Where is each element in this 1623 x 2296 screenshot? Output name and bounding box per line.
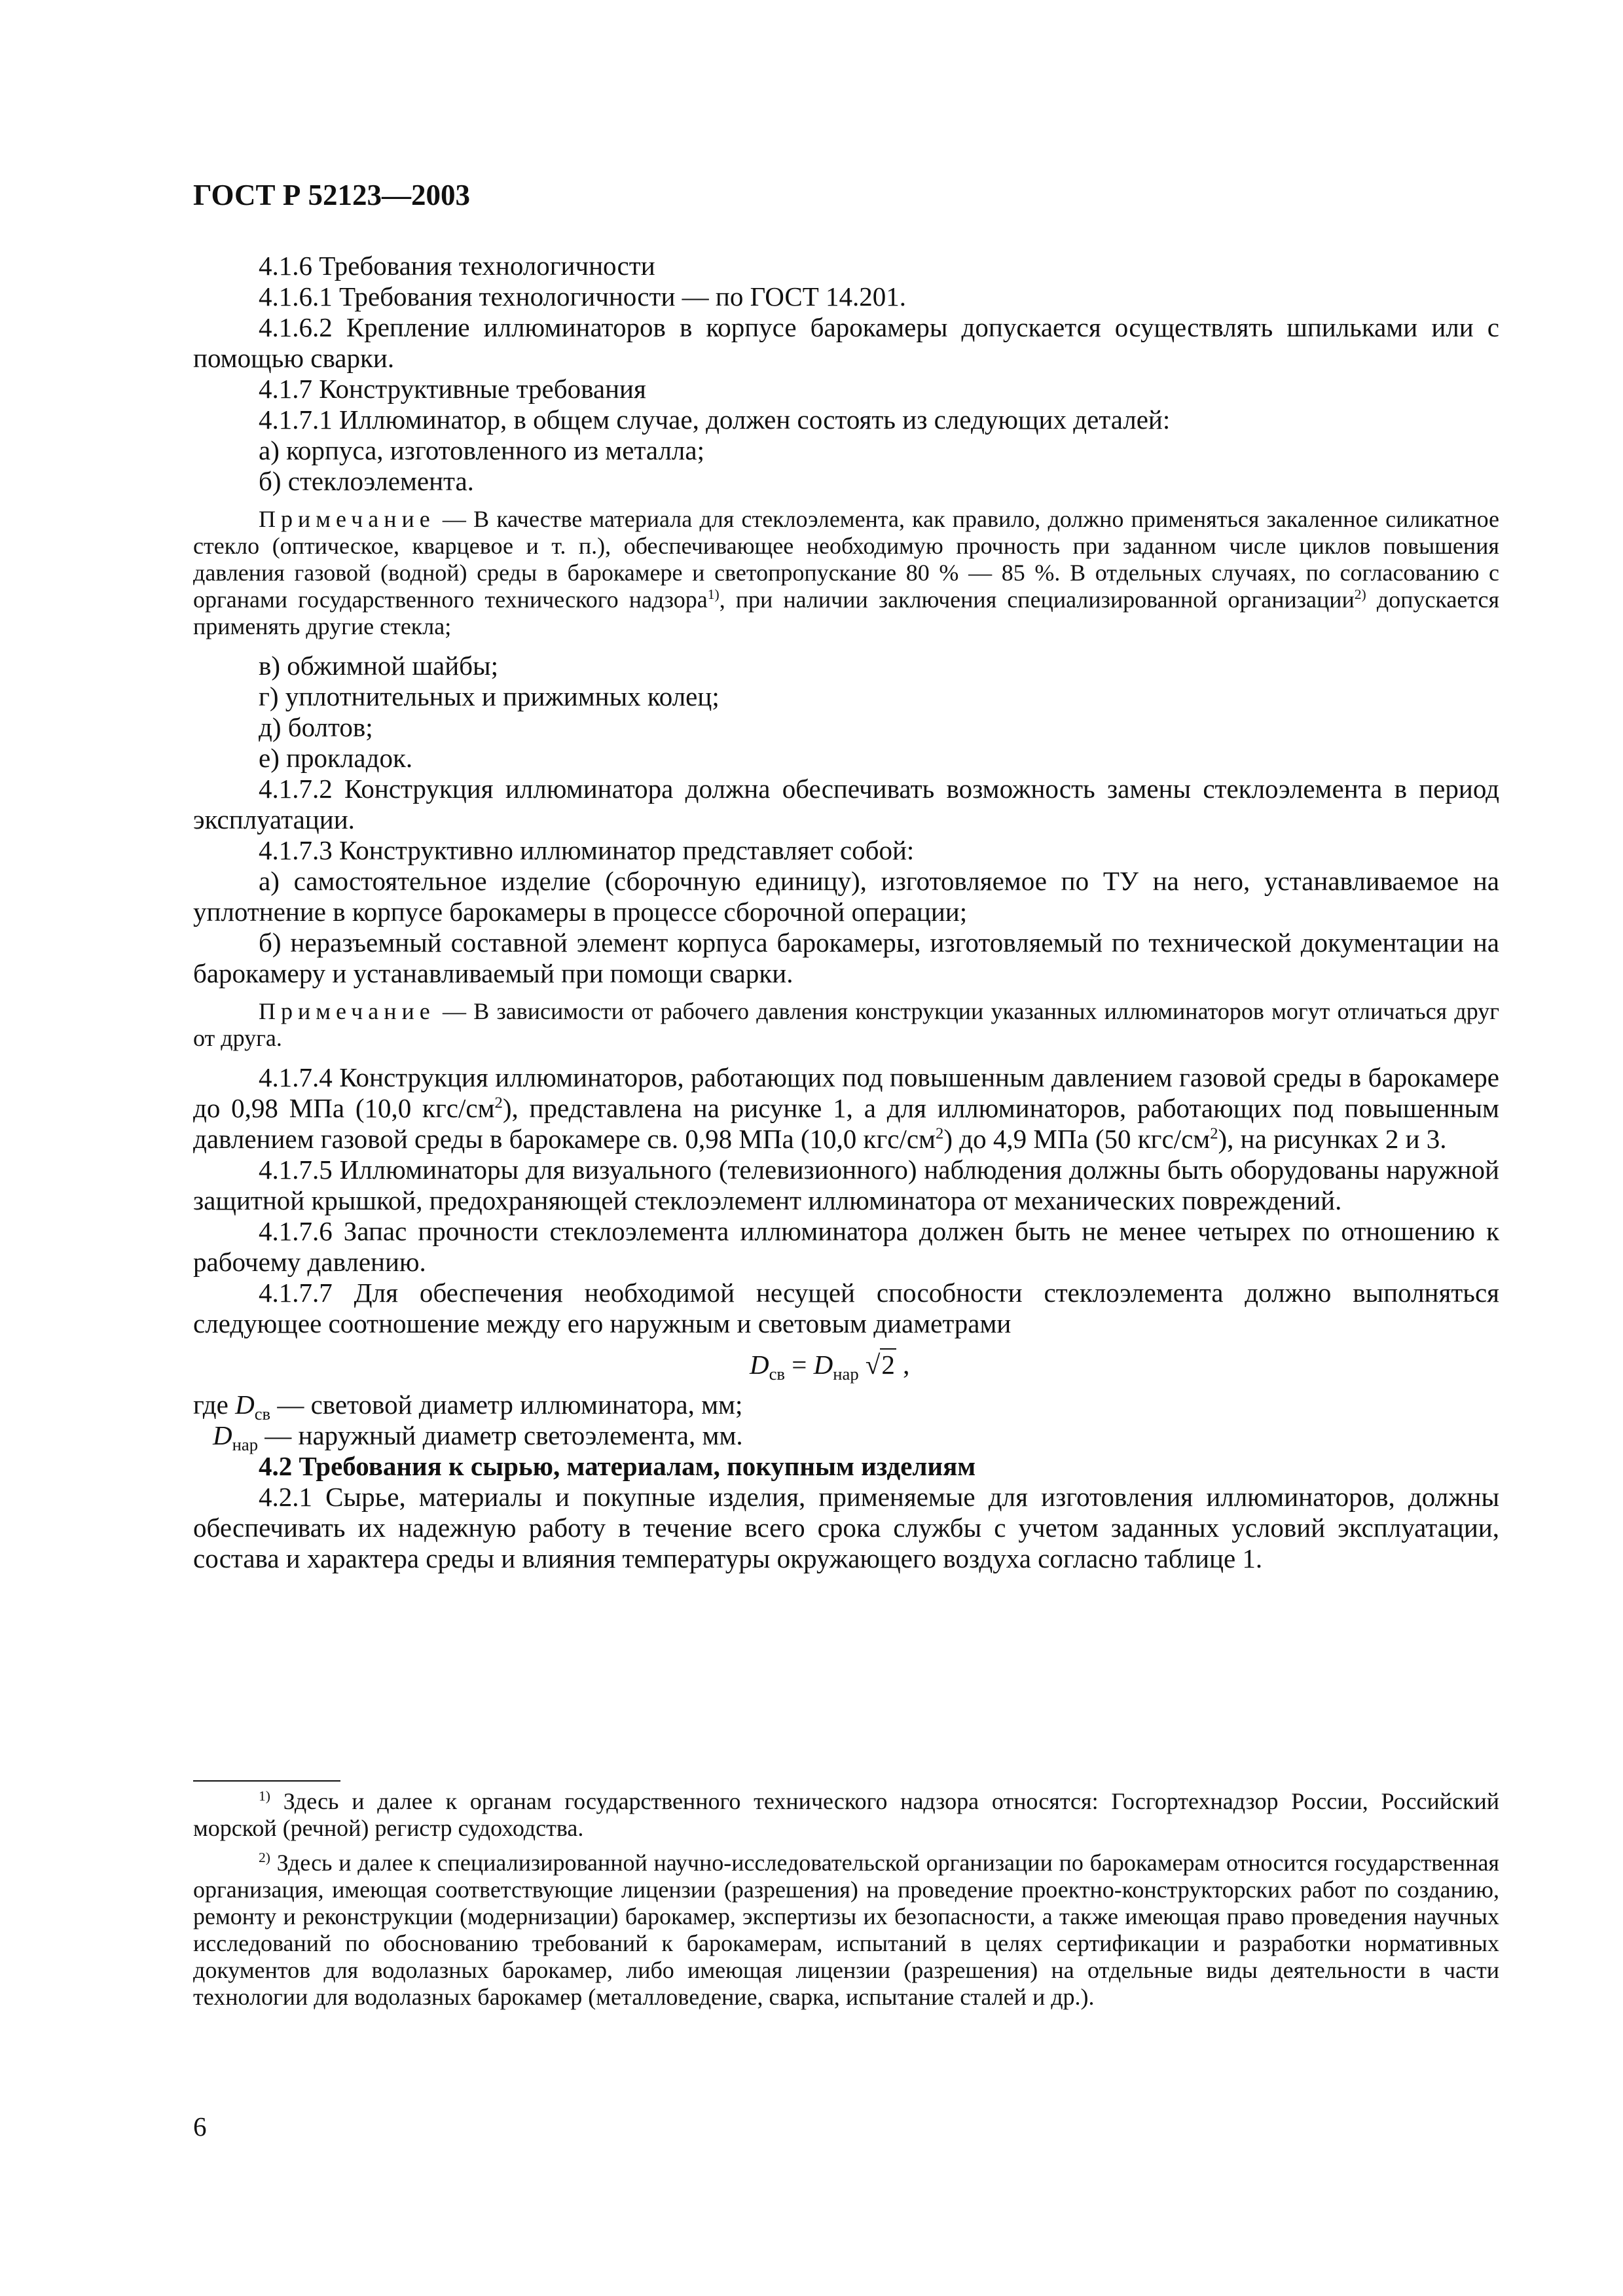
formula-var: D — [750, 1350, 769, 1380]
paragraph-4-1-6-2: 4.1.6.2 Крепление иллюминаторов в корпусе барокамеры допускается осуществлять шпильками или с помощью сварки. — [193, 312, 1499, 373]
paragraph-4-1-7-1: 4.1.7.1 Иллюминатор, в общем случае, должен состоять из следующих деталей: — [259, 404, 1171, 435]
list-item-e: е) прокладок. — [259, 743, 413, 773]
note-2 — [193, 998, 1499, 1052]
formula-sub: св — [769, 1364, 786, 1384]
note-text: , при наличии заключения специализированной организации — [719, 586, 1355, 613]
paragraph-4-1-7-4 — [193, 1062, 1499, 1155]
footnote-mark: 1) — [259, 1788, 270, 1804]
note-text: допускается применять другие стекла; — [193, 586, 1499, 639]
paragraph-4-1-7-7: 4.1.7.7 Для обеспечения необходимой несущей способности стеклоэлемента должно выполняться следующее соотношение между его наружным и световым диаметрами — [193, 1278, 1499, 1338]
sqrt-radicand: 2 — [881, 1350, 895, 1380]
paragraph-4-1-7-6: 4.1.7.6 Запас прочности стеклоэлемента иллюминатора должен быть не менее четырех по отношению к рабочему давлению. — [193, 1216, 1499, 1277]
paragraph-4-2-1: 4.2.1 Сырье, материалы и покупные изделия, применяемые для изготовления иллюминаторов, должны обеспечивать их надежную работу в течение всего срока службы с учетом заданных условий эксплуатации, состава и характера среды и влияния температуры окружающего воздуха согласно таблице 1. — [193, 1482, 1499, 1573]
footnote-text: Здесь и далее к специализированной научно-исследовательской организации по барокамерам относится государственная организация, имеющая соответствующие лицензии (разрешения) на проведение проектно-конструкторских работ по созданию, ремонту и реконструкции (модернизации) барокамер, экспертизы их безопасности, а также имеющая право проведения научных исследований по обоснованию требований к барокамерам, испытаний в целях сертификации и разработки нормативных документов для водолазных барокамер, либо имеющая лицензии (разрешения) на отдельные виды деятельности в части технологии для водолазных барокамер (металловедение, сварка, испытание сталей и др.). — [193, 1850, 1499, 2010]
superscript: 2 — [936, 1124, 944, 1143]
paragraph-4-1-6-1: 4.1.6.1 Требования технологичности — по ГОСТ 14.201. — [259, 281, 907, 312]
footnote-text: Здесь и далее к органам государственного технического надзора относятся: Госгортехнадзор России, Российский морской (речной) регистр судоходства. — [193, 1788, 1499, 1841]
paragraph-4-1-7: 4.1.7 Конструктивные требования — [259, 374, 646, 404]
note-1 — [193, 506, 1499, 640]
formula-tail: , — [896, 1350, 910, 1380]
where-line-1 — [193, 1390, 1499, 1424]
footnote-mark: 2) — [259, 1850, 270, 1865]
paragraph-4-1-7-3: 4.1.7.3 Конструктивно иллюминатор представляет собой: — [259, 835, 915, 865]
footnote-1 — [193, 1788, 1499, 1842]
list-item-b-2: б) неразъемный составной элемент корпуса барокамеры, изготовляемый по технической документации на барокамеру и устанавливаемый при помощи сварки. — [193, 927, 1499, 988]
formula-var: D — [213, 1420, 232, 1450]
where-word: где — [193, 1390, 236, 1420]
list-item-a: а) корпуса, изготовленного из металла; — [259, 435, 704, 465]
formula-sub: нар — [232, 1435, 259, 1455]
list-item-a-2: а) самостоятельное изделие (сборочную единицу), изготовляемое по ТУ на него, устанавливаемое на уплотнение в корпусе барокамеры в процессе сборочной операции; — [193, 866, 1499, 927]
main-body — [193, 251, 1499, 1574]
text-run: 4.1.7.4 Конструкция иллюминаторов, работающих под повышенным давлением газовой среды в барокамере до 0,98 МПа (10,0 кгс/см — [193, 1062, 1499, 1123]
note-text: — В зависимости от рабочего давления конструкции указанных иллюминаторов могут отличаться друг от друга. — [193, 998, 1499, 1051]
paragraph-4-1-7-2: 4.1.7.2 Конструкция иллюминатора должна обеспечивать возможность замены стеклоэлемента в период эксплуатации. — [193, 774, 1499, 834]
text-run: ), представлена на рисунке 1, а для иллюминаторов, работающих под повышенным давлением газовой среды в барокамере св. 0,98 МПа (10,0 кгс/см — [193, 1093, 1500, 1154]
footnote-ref-2: 2) — [1354, 586, 1366, 602]
text-run: ) до 4,9 МПа (50 кгс/см — [943, 1124, 1211, 1154]
formula: $D_{св} = D_{нар}$ √2 , — [750, 1350, 910, 1384]
list-item-b: б) стеклоэлемента. — [259, 466, 474, 496]
where-text: — световой диаметр иллюминатора, мм; — [270, 1390, 743, 1420]
formula-sub: св — [254, 1404, 271, 1424]
formula-var: D — [813, 1350, 833, 1380]
where-line-2 — [193, 1420, 1499, 1455]
note-label: Примечание — [259, 998, 435, 1024]
list-item-d: д) болтов; — [259, 712, 373, 742]
section-heading-4-2: 4.2 Требования к сырью, материалам, покупным изделиям — [259, 1451, 976, 1481]
page-number: 6 — [193, 2111, 207, 2142]
list-item-v: в) обжимной шайбы; — [259, 651, 498, 681]
text-run: ), на рисунках 2 и 3. — [1218, 1124, 1447, 1154]
formula-var: D — [235, 1390, 255, 1420]
footnote-2 — [193, 1850, 1499, 2011]
footnotes — [193, 1780, 1499, 2018]
document-header: ГОСТ Р 52123—2003 — [193, 179, 471, 211]
footnote-ref-1: 1) — [707, 586, 720, 602]
paragraph-4-1-7-5: 4.1.7.5 Иллюминаторы для визуального (телевизионного) наблюдения должны быть оборудованы наружной защитной крышкой, предохраняющей стеклоэлемент иллюминатора от механических повреждений. — [193, 1155, 1499, 1215]
superscript: 2 — [1210, 1124, 1218, 1143]
note-label: Примечание — [259, 506, 435, 532]
paragraph-4-1-6: 4.1.6 Требования технологичности — [259, 251, 655, 281]
where-text: — наружный диаметр светоэлемента, мм. — [258, 1420, 743, 1450]
superscript: 2 — [494, 1094, 503, 1112]
list-item-g: г) уплотнительных и прижимных колец; — [259, 681, 720, 711]
formula-sub: нар — [833, 1364, 859, 1384]
note-text: — В качестве материала для стеклоэлемента, как правило, должно применяться закаленное силикатное стекло (оптическое, кварцевое и т. п.), обеспечивающее необходимую прочность при заданном числе циклов повышения давления газовой (водной) среды в барокамере и светопропускание 80 % — 85 %. В отдельных случаях, по согласованию с органами государственного технического надзора — [193, 506, 1499, 613]
formula-eq: = — [785, 1350, 814, 1380]
footnote-divider — [193, 1780, 340, 1782]
